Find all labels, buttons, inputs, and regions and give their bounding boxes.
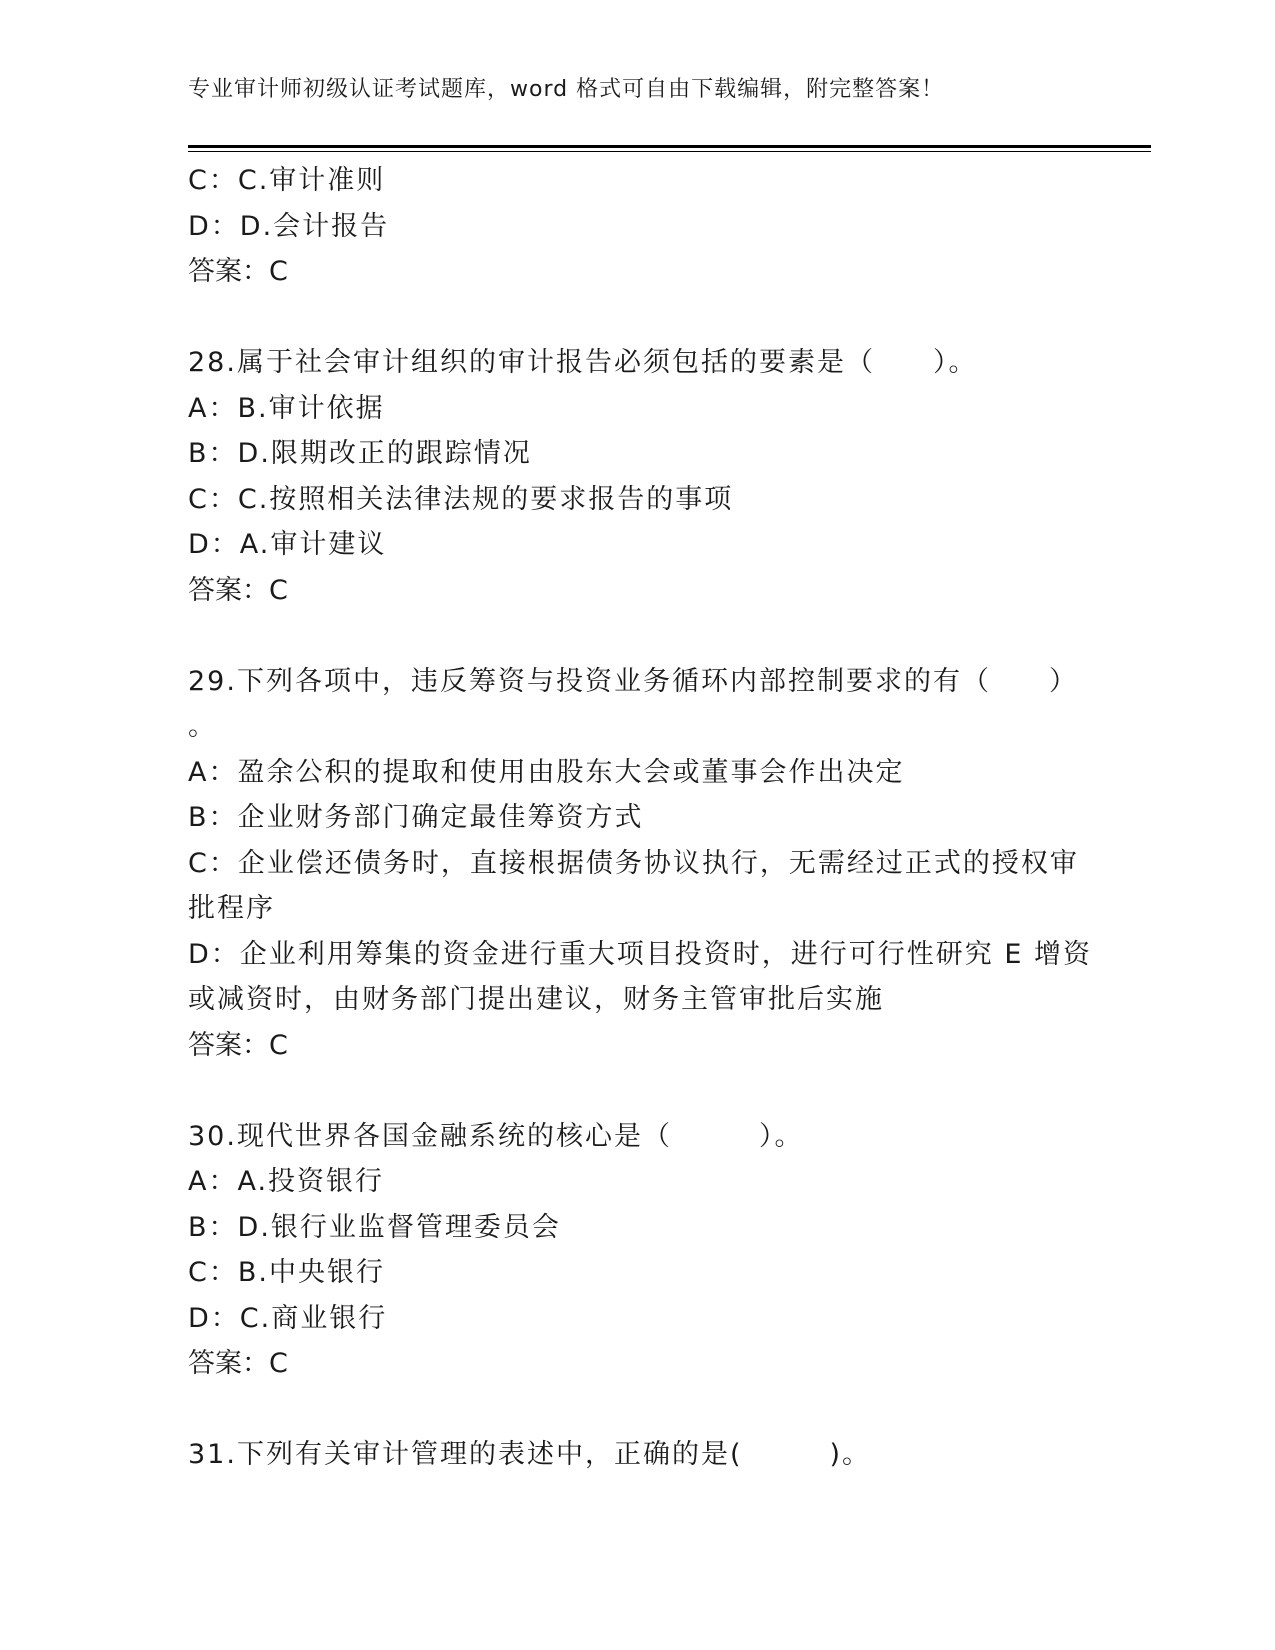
header-rule-thin — [188, 151, 1151, 152]
spacer — [188, 613, 1088, 659]
option-b: B：D.限期改正的跟踪情况 — [188, 438, 532, 469]
option-a: A：盈余公积的提取和使用由股东大会或董事会作出决定 — [188, 756, 905, 788]
question-27-tail — [188, 158, 1088, 295]
option-c-continued: 批程序 — [188, 893, 275, 924]
spacer — [188, 1387, 1088, 1433]
spacer — [188, 1068, 1088, 1114]
option-a: A：A.投资银行 — [188, 1166, 385, 1197]
spacer — [188, 295, 1088, 341]
question-text: 29.下列各项中，违反筹资与投资业务循环内部控制要求的有（ ） — [188, 665, 1078, 697]
answer: 答案：C — [188, 574, 288, 606]
question-text: 28.属于社会审计组织的审计报告必须包括的要素是（ ）。 — [188, 347, 978, 378]
question-28 — [188, 340, 1088, 613]
question-text: 31.下列有关审计管理的表述中，正确的是( )。 — [188, 1439, 872, 1470]
option-a: A：B.审计依据 — [188, 392, 385, 424]
question-text: 30.现代世界各国金融系统的核心是（ ）。 — [188, 1120, 804, 1152]
question-list — [188, 158, 1093, 1478]
option-d: D：D.会计报告 — [188, 210, 390, 242]
option-b: B：D.银行业监督管理委员会 — [188, 1211, 561, 1243]
question-29 — [188, 659, 1093, 1069]
answer: 答案：C — [188, 1029, 288, 1061]
answer: 答案：C — [188, 256, 288, 287]
question-text-continued: 。 — [188, 711, 217, 742]
header-rule-thick — [188, 145, 1151, 148]
option-c: C：B.中央银行 — [188, 1257, 385, 1288]
question-30 — [188, 1114, 1088, 1387]
document-header: 专业审计师初级认证考试题库，word 格式可自由下载编辑，附完整答案！ — [188, 77, 945, 102]
option-d: D：C.商业银行 — [188, 1302, 388, 1334]
option-d: D：A.审计建议 — [188, 529, 387, 560]
option-d-continued: 或减资时，由财务部门提出建议，财务主管审批后实施 — [188, 984, 884, 1015]
option-b: B：企业财务部门确定最佳筹资方式 — [188, 802, 644, 833]
option-c: C：C.审计准则 — [188, 165, 386, 196]
answer: 答案：C — [188, 1348, 288, 1379]
option-d: D：企业利用筹集的资金进行重大项目投资时，进行可行性研究 E 增资 — [188, 938, 1093, 970]
question-31 — [188, 1432, 1088, 1478]
option-c: C：C.按照相关法律法规的要求报告的事项 — [188, 483, 734, 515]
option-c: C：企业偿还债务时，直接根据债务协议执行，无需经过正式的授权审 — [188, 847, 1079, 879]
